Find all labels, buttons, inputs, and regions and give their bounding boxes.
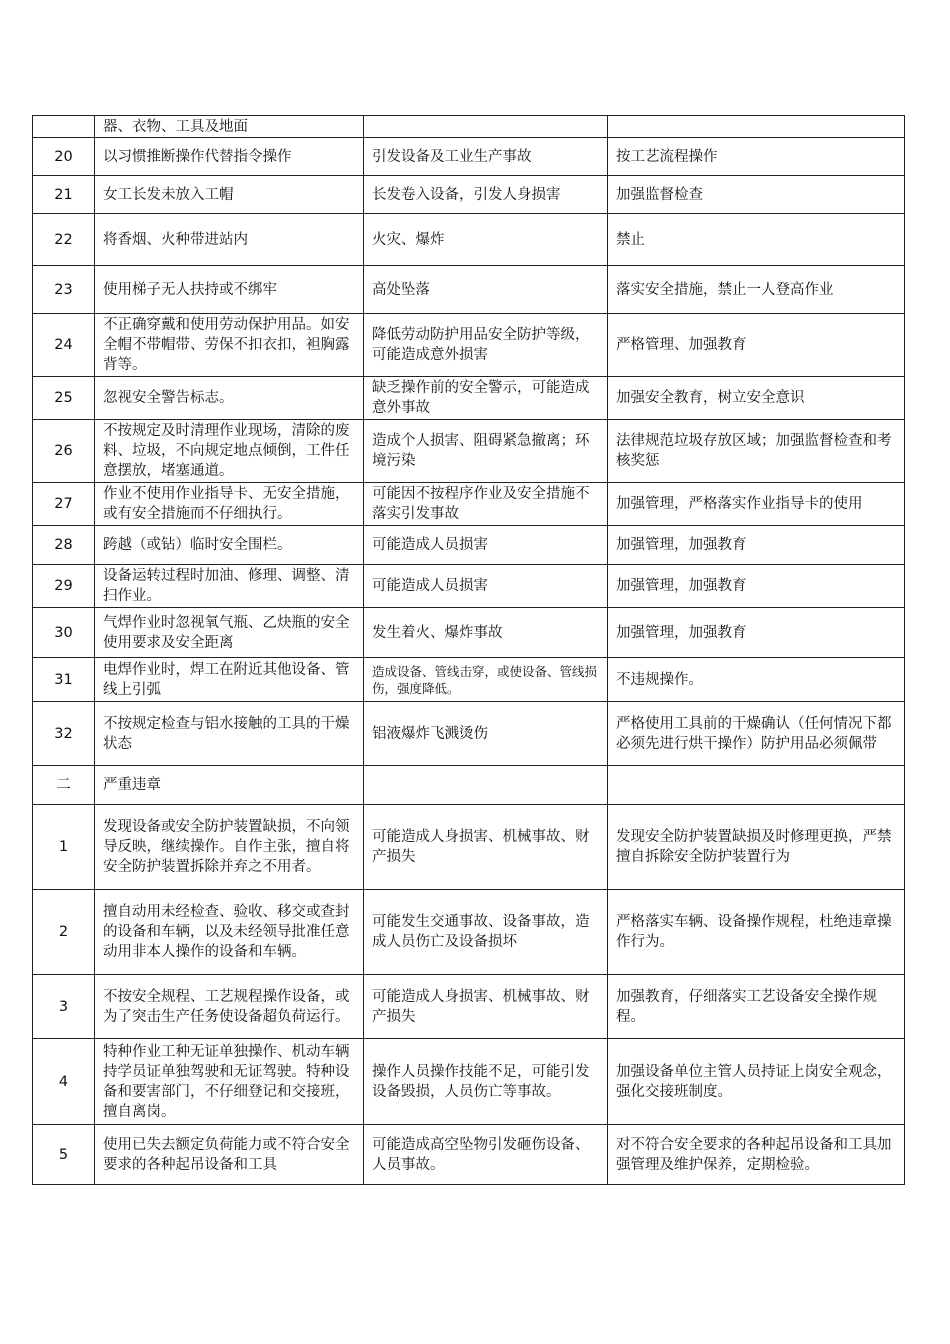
row-number: 26 (33, 420, 95, 483)
control-measure: 禁止 (608, 214, 905, 266)
table-row (33, 176, 905, 214)
control-measure: 严格落实车辆、设备操作规程，杜绝违章操作行为。 (608, 890, 905, 975)
table-row (33, 420, 905, 483)
violation-behavior: 不按安全规程、工艺规程操作设备，或为了突击生产任务使设备超负荷运行。 (95, 975, 364, 1039)
table-row (33, 975, 905, 1039)
row-number: 1 (33, 805, 95, 890)
control-measure: 加强管理，加强教育 (608, 608, 905, 658)
table-row (33, 266, 905, 314)
violation-behavior: 使用梯子无人扶持或不绑牢 (95, 266, 364, 314)
row-number: 22 (33, 214, 95, 266)
control-measure: 加强安全教育，树立安全意识 (608, 377, 905, 420)
table-row (33, 116, 905, 138)
violation-behavior: 气焊作业时忽视氧气瓶、乙炔瓶的安全使用要求及安全距离 (95, 608, 364, 658)
control-measure: 加强监督检查 (608, 176, 905, 214)
row-number: 25 (33, 377, 95, 420)
table-row (33, 214, 905, 266)
row-number: 30 (33, 608, 95, 658)
table-row (33, 608, 905, 658)
possible-consequence: 铝液爆炸飞溅烫伤 (364, 702, 608, 766)
violation-behavior: 不按规定及时清理作业现场，清除的废料、垃圾，不向规定地点倾倒，工件任意摆放，堵塞通道。 (95, 420, 364, 483)
possible-consequence: 火灾、爆炸 (364, 214, 608, 266)
possible-consequence: 降低劳动防护用品安全防护等级，可能造成意外损害 (364, 314, 608, 377)
control-measure: 法律规范垃圾存放区域；加强监督检查和考核奖惩 (608, 420, 905, 483)
violation-behavior: 跨越（或钻）临时安全围栏。 (95, 526, 364, 565)
table-row (33, 1039, 905, 1125)
row-number: 4 (33, 1039, 95, 1125)
section-title: 严重违章 (95, 766, 364, 805)
table-row (33, 1125, 905, 1185)
control-measure (608, 116, 905, 138)
possible-consequence: 高处坠落 (364, 266, 608, 314)
row-number: 24 (33, 314, 95, 377)
table-body (33, 116, 905, 1185)
control-measure: 不违规操作。 (608, 658, 905, 702)
control-measure: 严格使用工具前的干燥确认（任何情况下都必须先进行烘干操作）防护用品必须佩带 (608, 702, 905, 766)
table-row (33, 658, 905, 702)
violation-behavior: 忽视安全警告标志。 (95, 377, 364, 420)
control-measure: 加强设备单位主管人员持证上岗安全观念，强化交接班制度。 (608, 1039, 905, 1125)
control-measure: 落实安全措施，禁止一人登高作业 (608, 266, 905, 314)
possible-consequence (364, 766, 608, 805)
possible-consequence: 发生着火、爆炸事故 (364, 608, 608, 658)
row-number: 29 (33, 565, 95, 608)
table-row (33, 565, 905, 608)
possible-consequence: 可能造成人员损害 (364, 526, 608, 565)
control-measure: 发现安全防护装置缺损及时修理更换，严禁擅自拆除安全防护装置行为 (608, 805, 905, 890)
control-measure: 加强管理，加强教育 (608, 526, 905, 565)
violation-behavior: 不正确穿戴和使用劳动保护用品。如安全帽不带帽带、劳保不扣衣扣，袒胸露背等。 (95, 314, 364, 377)
possible-consequence: 可能造成人员损害 (364, 565, 608, 608)
violation-behavior: 电焊作业时，焊工在附近其他设备、管线上引弧 (95, 658, 364, 702)
row-number: 27 (33, 483, 95, 526)
table-row (33, 526, 905, 565)
section-header-row (33, 766, 905, 805)
row-number: 28 (33, 526, 95, 565)
possible-consequence: 可能因不按程序作业及安全措施不落实引发事故 (364, 483, 608, 526)
violation-behavior: 使用已失去额定负荷能力或不符合安全要求的各种起吊设备和工具 (95, 1125, 364, 1185)
possible-consequence: 操作人员操作技能不足，可能引发设备毁损，人员伤亡等事故。 (364, 1039, 608, 1125)
control-measure: 加强管理，严格落实作业指导卡的使用 (608, 483, 905, 526)
possible-consequence: 可能发生交通事故、设备事故，造成人员伤亡及设备损坏 (364, 890, 608, 975)
table-row (33, 890, 905, 975)
table-row (33, 483, 905, 526)
violation-behavior: 擅自动用未经检查、验收、移交或查封的设备和车辆，以及未经领导批准任意动用非本人操作的设备和车辆。 (95, 890, 364, 975)
violation-behavior: 发现设备或安全防护装置缺损，不向领导反映，继续操作。自作主张，擅自将安全防护装置拆除并弃之不用者。 (95, 805, 364, 890)
possible-consequence: 造成设备、管线击穿，或使设备、管线损伤，强度降低。 (364, 658, 608, 702)
table-row (33, 138, 905, 176)
row-number: 21 (33, 176, 95, 214)
table-row (33, 805, 905, 890)
section-number: 二 (33, 766, 95, 805)
possible-consequence: 造成个人损害、阻碍紧急撤离；环境污染 (364, 420, 608, 483)
safety-violation-table (32, 115, 905, 1185)
row-number: 20 (33, 138, 95, 176)
control-measure: 对不符合安全要求的各种起吊设备和工具加强管理及维护保养，定期检验。 (608, 1125, 905, 1185)
table-row (33, 702, 905, 766)
violation-behavior: 以习惯推断操作代替指令操作 (95, 138, 364, 176)
violation-behavior: 将香烟、火种带进站内 (95, 214, 364, 266)
possible-consequence: 长发卷入设备，引发人身损害 (364, 176, 608, 214)
violation-behavior: 设备运转过程时加油、修理、调整、清扫作业。 (95, 565, 364, 608)
control-measure: 按工艺流程操作 (608, 138, 905, 176)
possible-consequence: 可能造成高空坠物引发砸伤设备、人员事故。 (364, 1125, 608, 1185)
control-measure (608, 766, 905, 805)
possible-consequence: 可能造成人身损害、机械事故、财产损失 (364, 975, 608, 1039)
violation-behavior: 器、衣物、工具及地面 (95, 116, 364, 138)
possible-consequence: 引发设备及工业生产事故 (364, 138, 608, 176)
row-number: 2 (33, 890, 95, 975)
row-number: 3 (33, 975, 95, 1039)
control-measure: 严格管理、加强教育 (608, 314, 905, 377)
control-measure: 加强管理，加强教育 (608, 565, 905, 608)
row-number: 5 (33, 1125, 95, 1185)
violation-behavior: 不按规定检查与铝水接触的工具的干燥状态 (95, 702, 364, 766)
table-row (33, 377, 905, 420)
possible-consequence (364, 116, 608, 138)
row-number: 23 (33, 266, 95, 314)
row-number (33, 116, 95, 138)
table-row (33, 314, 905, 377)
violation-behavior: 作业不使用作业指导卡、无安全措施，或有安全措施而不仔细执行。 (95, 483, 364, 526)
violation-behavior: 特种作业工种无证单独操作、机动车辆持学员证单独驾驶和无证驾驶。特种设备和要害部门，不仔细登记和交接班，擅自离岗。 (95, 1039, 364, 1125)
control-measure: 加强教育，仔细落实工艺设备安全操作规程。 (608, 975, 905, 1039)
row-number: 31 (33, 658, 95, 702)
row-number: 32 (33, 702, 95, 766)
possible-consequence: 缺乏操作前的安全警示，可能造成意外事故 (364, 377, 608, 420)
possible-consequence: 可能造成人身损害、机械事故、财产损失 (364, 805, 608, 890)
violation-behavior: 女工长发未放入工帽 (95, 176, 364, 214)
